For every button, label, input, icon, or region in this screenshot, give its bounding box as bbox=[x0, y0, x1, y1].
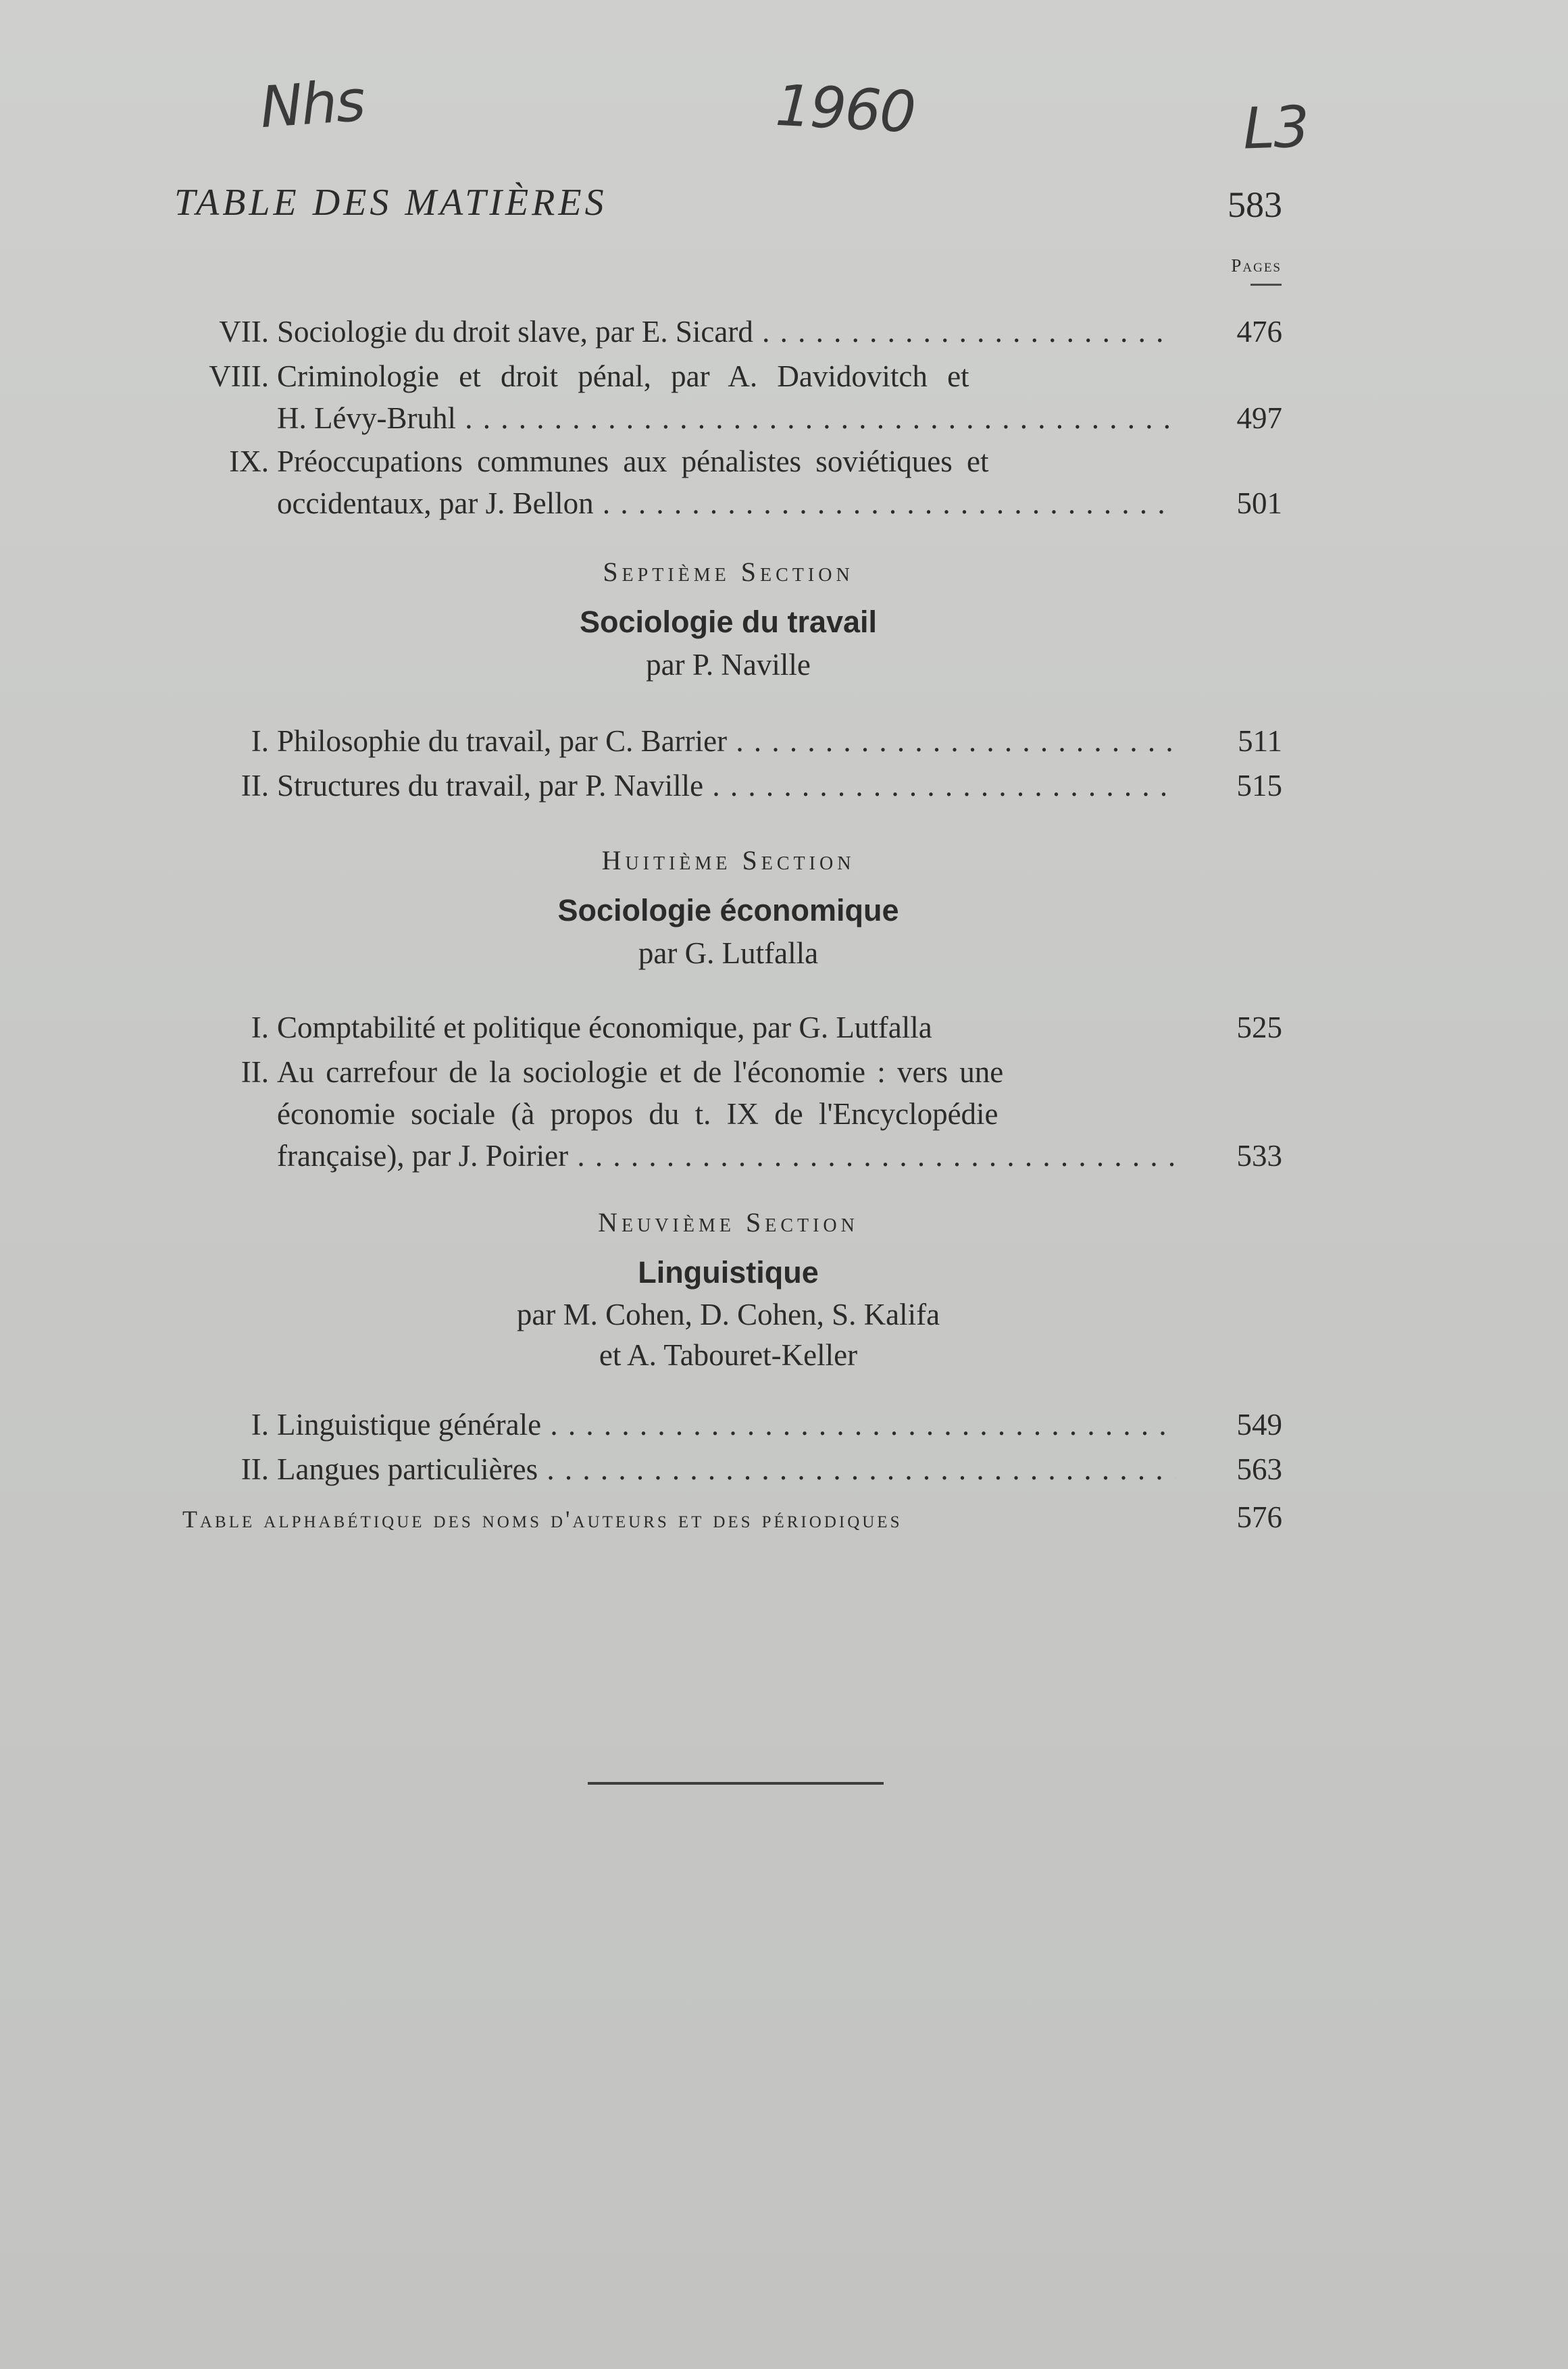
running-head bbox=[174, 181, 1282, 235]
section-author-line-1: par M. Cohen, D. Cohen, S. Kalifa bbox=[516, 1298, 940, 1331]
section-label: Huitième Section bbox=[601, 845, 855, 875]
section-9-header bbox=[174, 1201, 1282, 1375]
entry-title-line-2: H. Lévy-Bruhl . . . bbox=[277, 397, 1175, 439]
section-title: Linguistique bbox=[638, 1255, 819, 1290]
entry-title: Structures du travail, par P. Naville . . . bbox=[277, 765, 1175, 807]
entry-title-line-2: économie sociale (à propos du t. IX de l'Encyclopédie bbox=[277, 1097, 998, 1131]
section-8-header bbox=[174, 839, 1282, 974]
index-title: Table alphabétique des noms d'auteurs et des périodiques bbox=[182, 1506, 903, 1533]
running-head-title: TABLE DES MATIÈRES bbox=[174, 182, 607, 224]
entry-page: 549 bbox=[1236, 1408, 1282, 1442]
section-title: Sociologie économique bbox=[557, 893, 899, 927]
entry-page: 525 bbox=[1236, 1011, 1282, 1044]
entry-number: I. bbox=[251, 1408, 269, 1442]
index-page: 576 bbox=[1236, 1500, 1282, 1534]
section-title: Sociologie du travail bbox=[579, 605, 878, 639]
entry-page: 501 bbox=[1236, 486, 1282, 520]
entry-page: 511 bbox=[1238, 724, 1282, 758]
entry-title: Sociologie du droit slave, par E. Sicard . . . bbox=[277, 311, 1175, 353]
pages-column-label: Pages bbox=[1231, 255, 1282, 276]
section-7-header bbox=[174, 551, 1282, 686]
entry-page: 533 bbox=[1236, 1139, 1282, 1173]
pages-column-dash bbox=[1250, 284, 1282, 286]
entry-title: Philosophie du travail, par C. Barrier . . . bbox=[277, 720, 1175, 762]
section-author: par G. Lutfalla bbox=[638, 936, 819, 970]
entry-title-line-1: Au carrefour de la sociologie et de l'économie : vers une bbox=[277, 1055, 1004, 1089]
section-label: Septième Section bbox=[603, 557, 854, 587]
entry-page: 497 bbox=[1236, 401, 1282, 435]
entry-number: IX. bbox=[229, 444, 269, 478]
entry-number: VIII. bbox=[209, 359, 269, 393]
entry-number: II. bbox=[241, 1055, 269, 1089]
entry-title-line-1: Criminologie et droit pénal, par A. Davidovitch et bbox=[277, 359, 969, 393]
section-author-line-2: et A. Tabouret-Keller bbox=[599, 1338, 858, 1372]
entry-number: II. bbox=[241, 769, 269, 803]
running-head-page-number: 583 bbox=[1228, 184, 1282, 225]
handwritten-note-left: Nhs bbox=[257, 67, 367, 141]
entry-title-line-1: Préoccupations communes aux pénalistes soviétiques et bbox=[277, 444, 989, 478]
entry-number: II. bbox=[241, 1452, 269, 1486]
section-label: Neuvième Section bbox=[598, 1207, 859, 1238]
entry-page: 515 bbox=[1236, 769, 1282, 803]
entry-page: 563 bbox=[1236, 1452, 1282, 1486]
entry-page: 476 bbox=[1236, 315, 1282, 349]
entry-title-line-2: occidentaux, par J. Bellon . . . bbox=[277, 482, 1175, 524]
entry-title-line-3: française), par J. Poirier . . . bbox=[277, 1135, 1175, 1177]
section-author: par P. Naville bbox=[646, 648, 811, 682]
entry-title: Comptabilité et politique économique, par G. Lutfalla bbox=[277, 1011, 932, 1044]
handwritten-note-center: 1960 bbox=[774, 72, 917, 146]
alphabetical-index-entry bbox=[182, 1500, 1282, 1534]
entry-title: Linguistique générale . . . bbox=[277, 1404, 1175, 1446]
handwritten-note-right: L3 bbox=[1242, 93, 1309, 162]
entry-number: VII. bbox=[219, 315, 269, 349]
entry-number: I. bbox=[251, 1011, 269, 1044]
entry-number: I. bbox=[251, 724, 269, 758]
entry-title: Langues particulières . . . bbox=[277, 1448, 1175, 1490]
end-rule bbox=[588, 1782, 884, 1785]
